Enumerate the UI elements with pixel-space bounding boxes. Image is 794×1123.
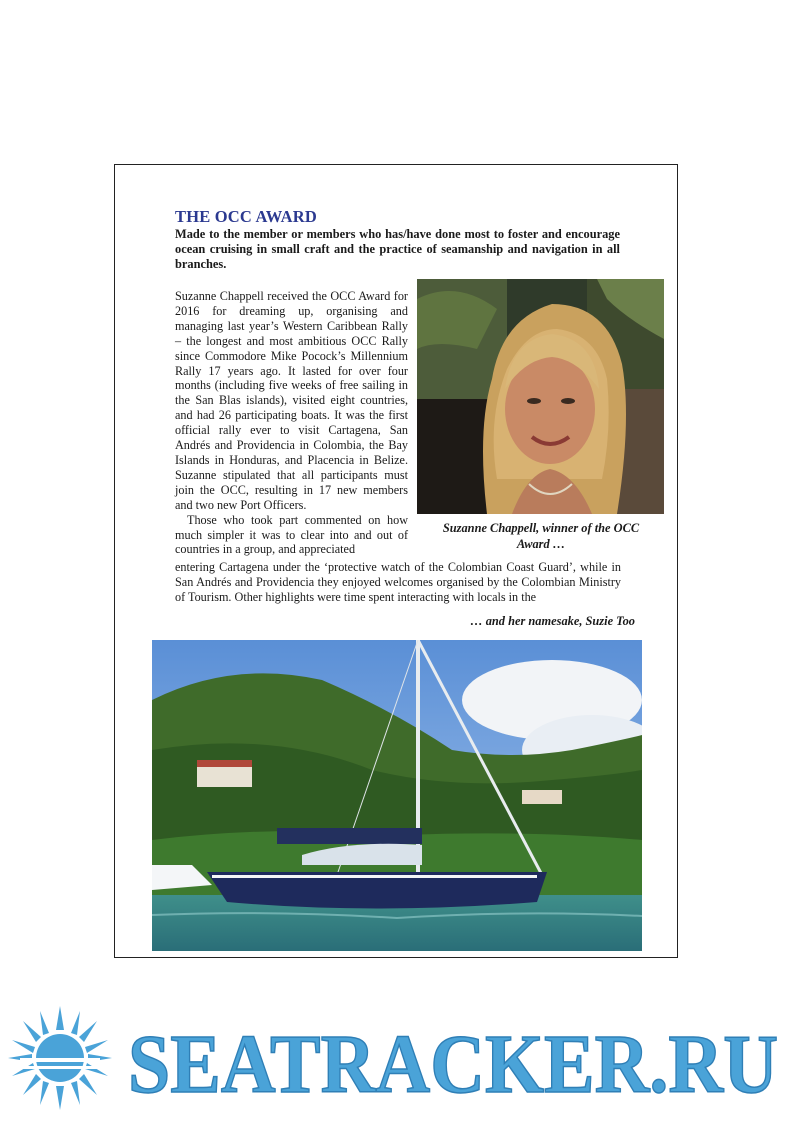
article-paragraph-1: Suzanne Chappell received the OCC Award for 2016 for dreaming up, organising and managing last year’s Western Caribbean Rally – the longest and most ambitious OCC Rally since Commodore Mike Pocock’s Millennium Rally 17 years ago. It lasted for over four months (including five weeks of free sailing in the San Blas islands), visited eight countries, and had 26 participating boats. It was the first official rally ever to visit Cartagena, San Andrés and Providencia in Colombia, the Bay Islands in Honduras, and Placencia in Belize. Suzanne stipulated that all participants must join the OCC, resulting in 17 new members and two new Port Officers. — [175, 289, 408, 512]
yacht-photo — [152, 640, 642, 951]
article-paragraph-2-end: entering Cartagena under the ‘protective watch of the Colombian Coast Guard’, while in San Andrés and Providencia they enjoyed welcomes organised by the Colombian Ministry of Tourism. Other highlights were time spent interacting with locals in the — [175, 560, 621, 604]
watermark-banner — [0, 1000, 794, 1123]
watermark-text: SEATRACKER.RU — [128, 1018, 778, 1111]
article-subtitle: Made to the member or members who has/have done most to foster and encourage ocean cruising in small craft and the practice of seamanship and navigation in all branches. — [175, 227, 620, 272]
article-body-column — [175, 289, 408, 557]
portrait-photo — [417, 279, 664, 514]
article-paragraph-2-start: Those who took part commented on how much simpler it was to clear into and out of countries in a group, and appreciated — [175, 512, 408, 557]
yacht-caption: … and her namesake, Suzie Too — [470, 614, 635, 628]
portrait-caption: Suzanne Chappell, winner of the OCC Award … — [442, 521, 640, 551]
article-heading: THE OCC AWARD — [175, 207, 317, 226]
sun-logo-icon — [8, 1006, 112, 1110]
